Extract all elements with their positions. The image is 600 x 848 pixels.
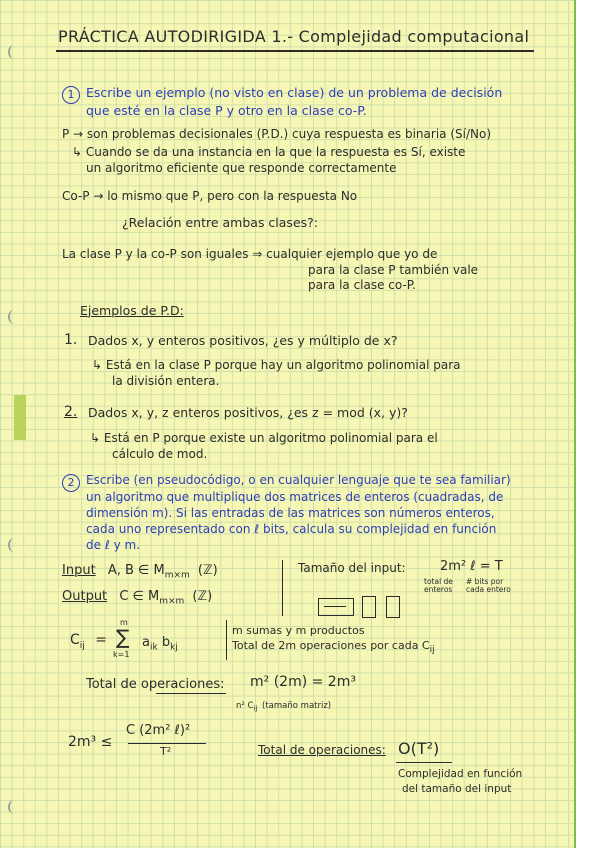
- output-label: Output: [62, 589, 108, 604]
- question-1-number: 1: [62, 86, 80, 104]
- question-2-line-5: de ℓ y m.: [86, 538, 141, 552]
- input-size-note-bits: # bits por cada entero: [466, 577, 511, 595]
- output-subscript: m×m: [159, 596, 185, 607]
- cij-formula: $C_{ij}$ =: [70, 632, 107, 651]
- separator-line: [282, 560, 283, 616]
- final-complexity: O(T²): [398, 739, 440, 758]
- sum-term: $a_{ik}$ $b_{kj}$: [142, 635, 178, 653]
- input-size-label: Tamaño del input:: [298, 561, 406, 575]
- binder-hole-mark: [8, 310, 20, 324]
- output-value: C ∈ M: [119, 589, 160, 604]
- input-size-note-total: total de enteros: [424, 577, 453, 595]
- definition-p-line-1: P → son problemas decisionales (P.D.) cuya respuesta es binaria (Sí/No): [62, 127, 491, 141]
- total-operations-underline: [156, 693, 226, 694]
- definition-co-p: Co-P → lo mismo que P, pero con la respuesta No: [62, 189, 358, 203]
- relation-question: ¿Relación entre ambas clases?:: [122, 215, 318, 230]
- cij-note-1: m sumas y m productos: [232, 624, 365, 637]
- input-size-formula: 2m² ℓ = T: [440, 559, 503, 574]
- question-1-line-2: que esté en la clase P y otro en la clase co-P.: [86, 103, 367, 118]
- inequality-left: 2m³ ≤: [68, 734, 113, 750]
- total-operations-label: Total de operaciones:: [86, 677, 225, 692]
- definition-p-line-2: ↳ Cuando se da una instancia en la que la respuesta es Sí, existe: [72, 145, 466, 159]
- example-2-number: 2.: [64, 404, 78, 420]
- relation-answer-line-2: para la clase P también vale: [308, 263, 479, 277]
- binder-hole-mark: [8, 45, 20, 59]
- cij-separator: [226, 620, 227, 660]
- example-2-answer-line-1: ↳ Está en P porque existe un algoritmo polinomial para el: [90, 431, 438, 445]
- page-tab: [14, 395, 26, 440]
- inequality-numerator: C (2m² ℓ)²: [126, 723, 191, 738]
- question-2-line-1: Escribe (en pseudocódigo, o en cualquier lenguaje que te sea familiar): [86, 473, 511, 487]
- output-row: [62, 590, 212, 607]
- input-value: A, B ∈ M: [107, 563, 165, 578]
- example-1-answer-line-2: la división entera.: [112, 374, 220, 388]
- question-2-number: 2: [62, 474, 80, 492]
- input-row: [62, 564, 218, 581]
- relation-answer-line-1: La clase P y la co-P son iguales ⇒ cualquier ejemplo que yo de: [62, 247, 438, 261]
- final-note-1: Complejidad en función: [398, 768, 523, 780]
- title-underline: [56, 50, 534, 52]
- total-operations-note: n² $C_{ij}$ (tamaño matriz): [236, 701, 332, 713]
- final-complexity-underline: [396, 762, 452, 763]
- total-operations-formula: m² (2m) = 2m³: [250, 674, 356, 690]
- fraction-bar: [128, 743, 206, 744]
- final-total-label: Total de operaciones:: [258, 743, 386, 757]
- question-2-line-4: cada uno representado con ℓ bits, calcula su complejidad en función: [86, 522, 497, 536]
- definition-p-line-3: un algoritmo eficiente que responde correctamente: [86, 161, 397, 175]
- sum-upper-limit: m: [120, 618, 128, 627]
- binder-hole-mark: [8, 538, 20, 552]
- binder-hole-mark: [8, 800, 20, 814]
- output-set: (ℤ): [192, 589, 213, 604]
- question-2-line-2: un algoritmo que multiplique dos matrices de enteros (cuadradas, de: [86, 490, 504, 504]
- example-2-text: Dados x, y, z enteros positivos, ¿es z = mod (x, y)?: [88, 405, 408, 420]
- example-1-answer-line-1: ↳ Está en la clase P porque hay un algoritmo polinomial para: [92, 358, 461, 372]
- page-margin: [574, 0, 600, 848]
- cij-note-2: Total de 2m operaciones por cada $C_{ij}$: [232, 639, 435, 656]
- final-note-2: del tamaño del input: [402, 783, 512, 795]
- example-1-text: Dados x, y enteros positivos, ¿es y múltiplo de x?: [88, 333, 398, 348]
- example-1-number: 1.: [64, 332, 78, 348]
- inequality-denominator: T²: [160, 745, 172, 758]
- sum-lower-limit: k=1: [113, 650, 130, 659]
- input-set: (ℤ): [197, 563, 218, 578]
- sum-symbol: ∑: [116, 625, 130, 649]
- example-2-answer-line-2: cálculo de mod.: [112, 447, 208, 461]
- input-label: Input: [62, 563, 96, 578]
- input-subscript: m×m: [164, 570, 190, 581]
- examples-heading: Ejemplos de P.D:: [80, 303, 184, 318]
- relation-answer-line-3: para la clase co-P.: [308, 278, 416, 292]
- question-1-line-1: Escribe un ejemplo (no visto en clase) de un problema de decisión: [86, 85, 503, 100]
- page-title: PRÁCTICA AUTODIRIGIDA 1.- Complejidad computacional: [58, 27, 530, 46]
- question-2-line-3: dimensión m). Si las entradas de las matrices son números enteros,: [86, 506, 495, 520]
- margin-line: [574, 0, 576, 848]
